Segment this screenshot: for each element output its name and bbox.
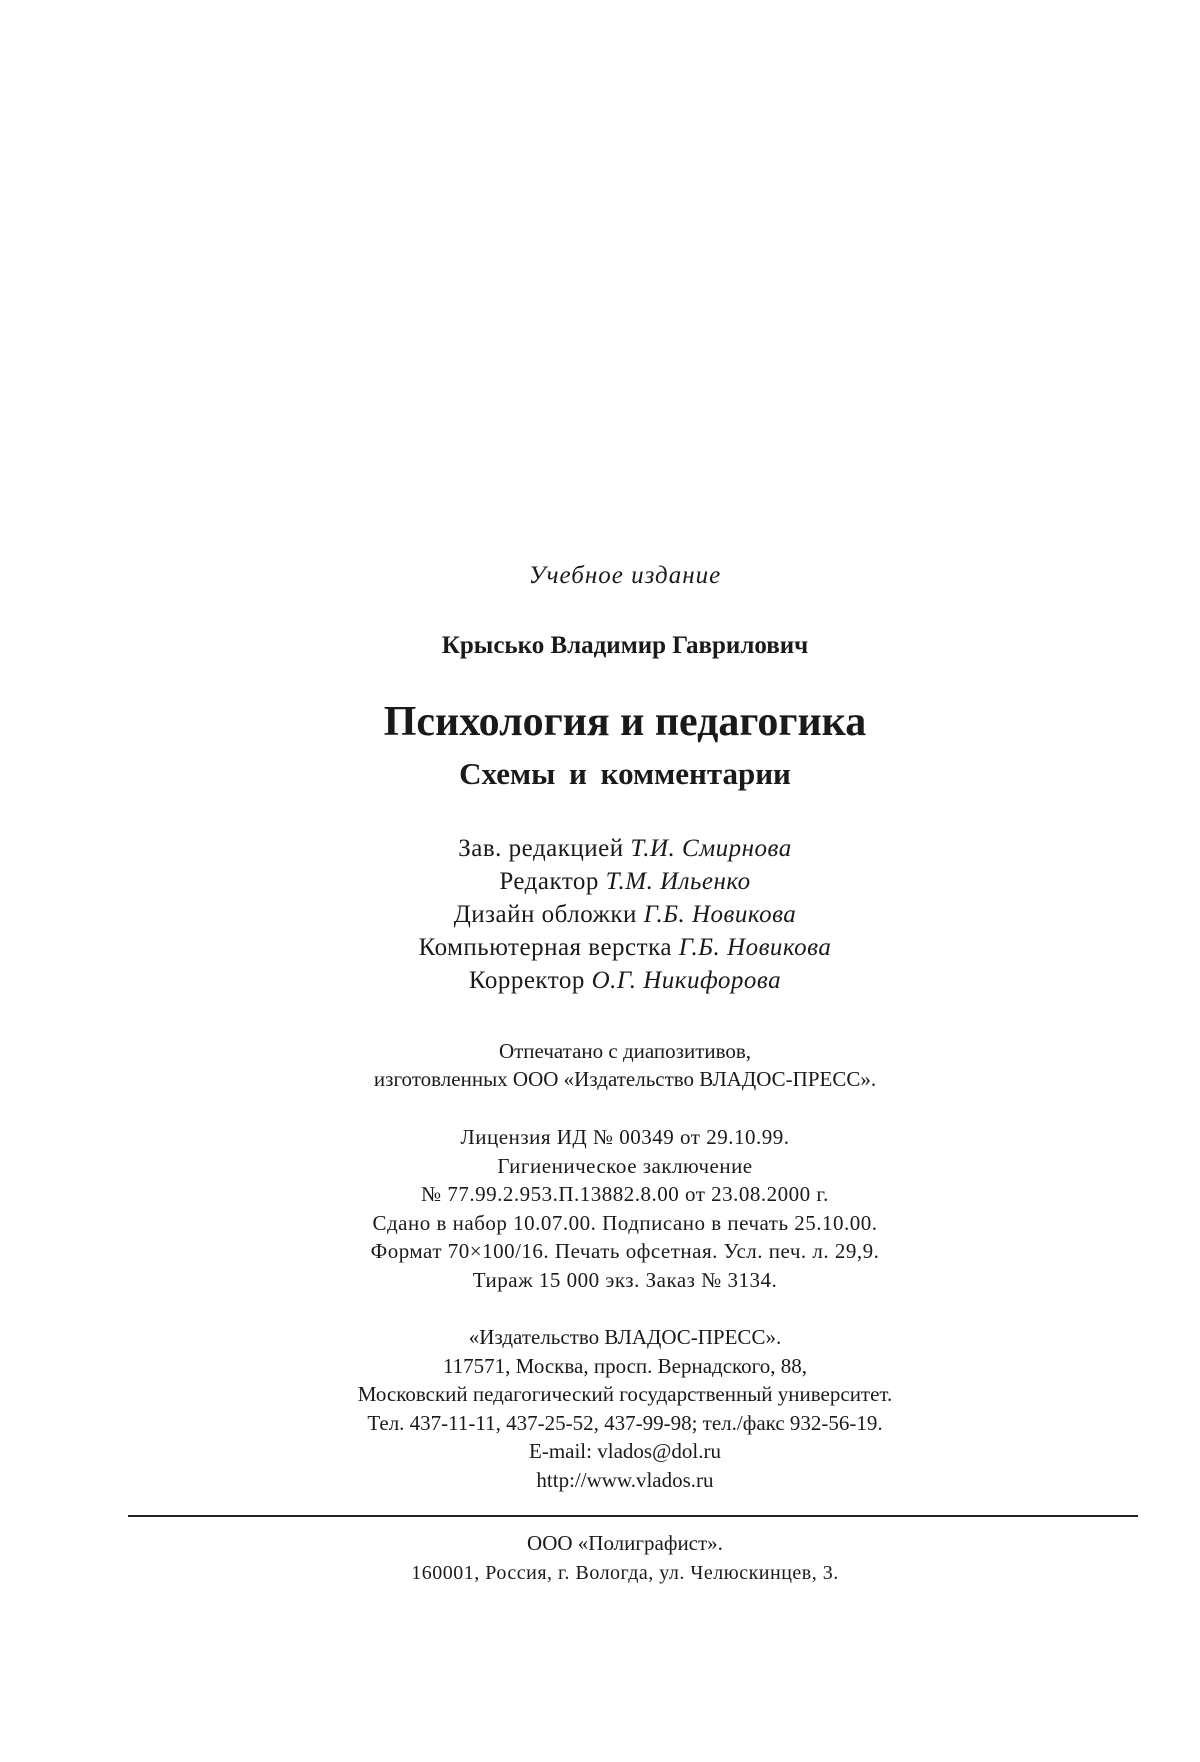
publisher-email: E-mail: vlados@dol.ru (529, 1439, 721, 1463)
credit-name: О.Г. Никифорова (591, 967, 782, 994)
license-line: № 77.99.2.953.П.13882.8.00 от 23.08.2000 г. (421, 1182, 829, 1206)
license-line: Гигиеническое заключение (497, 1153, 753, 1178)
credit-role: Зав. редакцией (458, 835, 624, 862)
book-subtitle (0, 756, 1200, 792)
credit-role: Компьютерная верстка (418, 934, 672, 961)
book-title (0, 698, 1200, 746)
credit-name: Т.М. Ильенко (605, 868, 751, 895)
publisher-line: Московский педагогический государственный университет. (357, 1382, 893, 1406)
credit-name: Г.Б. Новикова (643, 901, 797, 928)
license-line: Лицензия ИД № 00349 от 29.10.99. (460, 1125, 790, 1149)
publisher-website: http://www.vlados.ru (536, 1467, 714, 1492)
publisher-line: «Издательство ВЛАДОС-ПРЕСС». (468, 1325, 782, 1349)
credit-line (0, 832, 1200, 865)
license-line: Формат 70×100/16. Печать офсетная. Усл. печ. л. 29,9. (370, 1239, 880, 1263)
title-text: Психология и педагогика (383, 699, 867, 745)
edition-type (0, 562, 1200, 590)
credit-line (0, 865, 1200, 898)
author-text: Крысько Владимир Гаврилович (441, 632, 809, 659)
printer-block (0, 1528, 1200, 1588)
credit-name: Т.И. Смирнова (630, 835, 792, 862)
credit-role: Редактор (499, 868, 599, 895)
credit-role: Дизайн обложки (453, 901, 637, 928)
printed-from-line: Отпечатано с диапозитивов, (498, 1039, 752, 1063)
publisher-block (0, 1323, 1200, 1494)
license-line: Тираж 15 000 экз. Заказ № 3134. (472, 1267, 778, 1292)
license-line: Сдано в набор 10.07.00. Подписано в печать 25.10.00. (372, 1210, 878, 1235)
credit-line (0, 898, 1200, 931)
divider-rule (128, 1515, 1138, 1517)
credit-role: Корректор (468, 967, 585, 994)
publisher-line: 117571, Москва, просп. Вернадского, 88, (442, 1353, 808, 1378)
printed-from-block (0, 1037, 1200, 1093)
subtitle-text: Схемы и комментарии (459, 756, 791, 791)
edition-type-text: Учебное издание (528, 562, 722, 589)
printer-line: 160001, Россия, г. Вологда, ул. Челюскинцев, 3. (411, 1562, 839, 1584)
printed-from-line: изготовленных ООО «Издательство ВЛАДОС-ПРЕСС». (373, 1067, 877, 1091)
printer-line: ООО «Полиграфист». (527, 1531, 723, 1555)
credit-line (0, 964, 1200, 997)
publisher-line: Тел. 437-11-11, 437-25-52, 437-99-98; тел./факс 932-56-19. (367, 1410, 883, 1435)
credit-name: Г.Б. Новикова (678, 934, 832, 961)
author-name (0, 632, 1200, 660)
credits-block (0, 832, 1200, 997)
license-block (0, 1123, 1200, 1294)
credit-line (0, 931, 1200, 964)
